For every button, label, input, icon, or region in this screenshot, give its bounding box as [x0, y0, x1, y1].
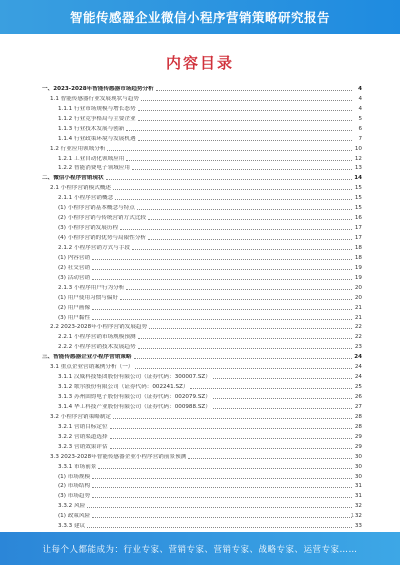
toc-entry-title: (3) 用户黏性	[58, 314, 91, 321]
toc-entry-title: 3.3.3 建议	[58, 523, 86, 530]
toc-entry[interactable]	[42, 301, 362, 311]
toc-entry-page: 16	[354, 215, 362, 222]
toc-leader-dots	[107, 150, 352, 151]
toc-leader-dots	[149, 328, 352, 329]
toc-leader-dots	[92, 279, 352, 280]
toc-entry-title: (2) 小程序营销与传统营销方式比较	[58, 215, 147, 222]
toc-entry[interactable]	[42, 420, 362, 430]
toc-leader-dots	[188, 458, 352, 459]
toc-entry-title: 3.2.1 营销目标定位	[58, 423, 108, 430]
toc-entry-title: 二、微信小程序营销现状	[42, 175, 104, 182]
toc-entry-title: 3.1.3 苏州固锝电子股份有限公司（证券代码：002079.SZ）	[58, 394, 211, 400]
toc-entry-page: 21	[354, 314, 362, 321]
toc-entry-page: 20	[354, 294, 362, 301]
toc-entry-title: 3.1.1 汉威科技集团股份有限公司（证券代码：300007.SZ）	[58, 374, 211, 381]
toc-entry-title: 2.1 小程序营销模式概述	[50, 185, 112, 192]
toc-leader-dots	[92, 259, 352, 260]
toc-entry-title: 3.3.2 风险	[58, 503, 86, 510]
toc-entry-page: 24	[354, 374, 362, 381]
toc-entry[interactable]	[42, 370, 362, 380]
toc-entry-page: 25	[354, 384, 362, 391]
toc-entry-title: (2) 用户画像	[58, 304, 91, 311]
toc-entry-title: (1) 用户使用习惯与偏好	[58, 294, 119, 301]
toc-entry-page: 33	[354, 523, 362, 530]
toc-leader-dots	[113, 189, 352, 190]
toc-leader-dots	[92, 497, 352, 498]
toc-entry[interactable]	[42, 251, 362, 261]
toc-entry[interactable]	[42, 171, 362, 181]
toc-entry-page: 18	[354, 244, 362, 251]
report-title: 智能传感器企业微信小程序营销策略研究报告	[69, 10, 330, 25]
toc-entry-page: 18	[354, 254, 362, 261]
toc-entry-page: 26	[354, 394, 362, 400]
toc-entry[interactable]	[42, 390, 362, 400]
toc-entry-page: 30	[354, 463, 362, 470]
toc-entry-page: 28	[354, 423, 362, 430]
toc-entry[interactable]	[42, 221, 362, 231]
toc-leader-dots	[120, 299, 352, 300]
toc-entry-page: 20	[354, 284, 362, 291]
toc-leader-dots	[213, 378, 352, 379]
toc-entry-title: (1) 小程序营销基本概念与特点	[58, 205, 135, 212]
toc-entry-title: 一、2023-2028年智能传感器市场趋势分析	[42, 85, 154, 92]
toc-entry-title: 2.2.1 小程序营销市场规模预测	[58, 334, 136, 341]
toc-entry-title: 2.1.1 小程序营销概念	[58, 195, 114, 202]
toc-leader-dots	[135, 368, 352, 369]
toc-entry-page: 6	[358, 125, 362, 132]
toc-entry-page: 30	[354, 453, 362, 460]
toc-entry-page: 14	[354, 175, 362, 182]
toc-entry-page: 22	[354, 334, 362, 341]
toc-leader-dots	[92, 269, 352, 270]
toc-leader-dots	[132, 169, 352, 170]
footer-slogan: 让每个人都能成为：行业专家、营销专家、营销专家、战略专家、运营专家……	[42, 544, 358, 555]
toc-leader-dots	[148, 219, 352, 220]
toc-entry[interactable]	[42, 201, 362, 211]
toc-entry[interactable]	[42, 281, 362, 291]
toc-leader-dots	[148, 239, 352, 240]
toc-entry-page: 15	[354, 205, 362, 212]
toc-leader-dots	[92, 478, 352, 479]
toc-entry[interactable]	[42, 291, 362, 301]
toc-entry-page: 4	[358, 95, 362, 102]
toc-entry[interactable]	[42, 480, 362, 490]
toc-entry[interactable]	[42, 400, 362, 410]
toc-entry[interactable]	[42, 82, 362, 92]
toc-entry-title: 1.1 智能传感器行业发展现状与趋势	[50, 95, 139, 102]
toc-entry-title: 三、智能传感器企业小程序营销策略	[42, 354, 132, 361]
toc-leader-dots	[120, 229, 352, 230]
toc-leader-dots	[138, 140, 352, 141]
toc-entry[interactable]	[42, 191, 362, 201]
toc-entry[interactable]	[42, 519, 362, 529]
toc-leader-dots	[92, 319, 352, 320]
toc-leader-dots	[156, 90, 352, 91]
toc-entry-page: 24	[354, 354, 362, 361]
toc-leader-dots	[113, 418, 352, 419]
toc-entry[interactable]	[42, 112, 362, 122]
toc-entry-title: (1) 内容营销	[58, 254, 91, 261]
toc-entry-title: (2) 社交营销	[58, 264, 91, 271]
toc-entry-title: 3.2 小程序营销策略制定	[50, 413, 112, 420]
toc-entry-title: 1.2 行业应用领域分析	[50, 145, 106, 152]
toc-leader-dots	[110, 438, 352, 439]
toc-entry-title: 3.1.2 歌尔股份有限公司（证券代码：002241.SZ）	[58, 384, 189, 391]
toc-entry[interactable]	[42, 450, 362, 460]
toc-entry-page: 30	[354, 473, 362, 480]
toc-heading: 内容目录	[165, 54, 234, 72]
toc-leader-dots	[132, 249, 352, 250]
toc-entry-title: 1.1.4 行业政策环境与发展机遇	[58, 135, 136, 142]
toc-entry-title: 1.1.1 行业市场规模与增长态势	[58, 105, 136, 112]
toc-leader-dots	[110, 448, 352, 449]
toc-entry[interactable]	[42, 142, 362, 152]
toc-leader-dots	[126, 289, 352, 290]
toc-entry[interactable]	[42, 162, 362, 172]
toc-entry-title: 2.1.3 小程序用户行为分析	[58, 284, 125, 291]
toc-entry-title: (3) 小程序营销发展历程	[58, 225, 119, 232]
toc-entry[interactable]	[42, 152, 362, 162]
toc-entry[interactable]	[42, 440, 362, 450]
report-header-banner	[0, 0, 400, 34]
toc-leader-dots	[92, 487, 352, 488]
table-of-contents	[42, 82, 362, 539]
toc-entry-page: 12	[354, 155, 362, 162]
toc-entry-page: 32	[354, 513, 362, 520]
toc-entry[interactable]	[42, 241, 362, 251]
toc-leader-dots	[87, 527, 352, 528]
toc-leader-dots	[134, 358, 352, 359]
toc-entry[interactable]	[42, 311, 362, 321]
toc-entry-title: 1.2.2 智能消费电子领域应用	[58, 165, 130, 172]
toc-entry-page: 15	[354, 185, 362, 192]
toc-entry[interactable]	[42, 410, 362, 420]
toc-entry[interactable]	[42, 489, 362, 499]
toc-entry-page: 13	[354, 165, 362, 172]
toc-entry-page: 5	[358, 115, 362, 122]
toc-leader-dots	[141, 100, 352, 101]
toc-leader-dots	[106, 179, 352, 180]
toc-entry-page: 19	[354, 264, 362, 271]
toc-entry-title: 1.2.1 工业自动化领域应用	[58, 155, 125, 162]
toc-entry-page: 22	[354, 324, 362, 331]
toc-leader-dots	[126, 160, 352, 161]
toc-leader-dots	[87, 507, 352, 508]
toc-entry-page: 10	[354, 145, 362, 152]
toc-entry-page: 21	[354, 304, 362, 311]
toc-entry[interactable]	[42, 271, 362, 281]
toc-entry-title: 1.1.2 行业竞争格局与主要企业	[58, 115, 136, 122]
toc-leader-dots	[110, 428, 352, 429]
toc-entry-title: 2.2 2023-2028年小程序营销发展趋势	[50, 324, 148, 331]
toc-leader-dots	[92, 309, 352, 310]
toc-entry-page: 24	[354, 364, 362, 371]
toc-entry[interactable]	[42, 350, 362, 360]
toc-entry-title: (1) 市场规模	[58, 473, 91, 480]
toc-entry-title: (3) 活动营销	[58, 274, 91, 281]
toc-entry[interactable]	[42, 430, 362, 440]
toc-entry-page: 4	[358, 105, 362, 112]
toc-entry-title: 3.1 重点企业营销案例分析（一）	[50, 364, 134, 371]
toc-entry[interactable]	[42, 330, 362, 340]
report-footer-banner	[0, 532, 400, 565]
toc-entry-title: (1) 政策风险	[58, 513, 91, 520]
toc-leader-dots	[213, 398, 352, 399]
toc-leader-dots	[98, 468, 352, 469]
toc-leader-dots	[138, 110, 352, 111]
toc-leader-dots	[138, 338, 352, 339]
toc-entry-page: 29	[354, 433, 362, 440]
toc-leader-dots	[126, 130, 352, 131]
toc-entry-title: 3.2.2 营销渠道选择	[58, 433, 108, 440]
toc-entry[interactable]	[42, 132, 362, 142]
toc-entry-title: 2.1.2 小程序营销方式与手段	[58, 244, 130, 251]
toc-entry-page: 27	[354, 403, 362, 410]
toc-entry-page: 28	[354, 413, 362, 420]
toc-entry[interactable]	[42, 102, 362, 112]
toc-entry-title: (3) 市场趋势	[58, 493, 91, 500]
toc-leader-dots	[213, 408, 352, 409]
toc-entry-page: 4	[358, 85, 362, 92]
toc-entry-title: 1.1.3 行业技术发展与创新	[58, 125, 125, 132]
toc-leader-dots	[115, 199, 352, 200]
toc-leader-dots	[137, 209, 352, 210]
toc-entry-title: 2.2.2 小程序营销技术发展趋势	[58, 344, 136, 351]
toc-entry[interactable]	[42, 181, 362, 191]
page-number: 1	[350, 513, 354, 519]
toc-entry[interactable]	[42, 211, 362, 221]
toc-entry[interactable]	[42, 460, 362, 470]
toc-entry-title: 3.3 2023-2028年智能传感器企业小程序营销前景预测	[50, 453, 187, 460]
toc-entry-page: 17	[354, 235, 362, 241]
toc-entry-page: 23	[354, 344, 362, 351]
toc-entry[interactable]	[42, 92, 362, 102]
toc-entry[interactable]	[42, 231, 362, 241]
toc-entry-title: 3.1.4 华工科技产业股份有限公司（证券代码：000988.SZ）	[58, 403, 211, 410]
toc-entry[interactable]	[42, 340, 362, 350]
toc-entry-page: 32	[354, 503, 362, 510]
toc-entry-title: 3.3.1 市场前景	[58, 463, 97, 470]
toc-entry[interactable]	[42, 360, 362, 370]
toc-entry[interactable]	[42, 261, 362, 271]
toc-entry-title: 3.2.3 营销效果评估	[58, 443, 108, 450]
toc-entry-title: (4) 小程序营销的优势与局限性分析	[58, 235, 147, 241]
toc-entry-page: 19	[354, 274, 362, 281]
toc-entry-page: 7	[358, 135, 362, 142]
toc-entry[interactable]	[42, 380, 362, 390]
toc-entry-page: 29	[354, 443, 362, 450]
toc-leader-dots	[138, 120, 352, 121]
toc-entry[interactable]	[42, 470, 362, 480]
toc-entry-page: 15	[354, 195, 362, 202]
toc-leader-dots	[138, 348, 352, 349]
toc-entry[interactable]	[42, 122, 362, 132]
toc-entry-title: (2) 市场结构	[58, 483, 91, 490]
toc-entry-page: 17	[354, 225, 362, 232]
toc-entry-page: 31	[354, 483, 362, 490]
toc-entry[interactable]	[42, 321, 362, 331]
toc-entry-page: 31	[354, 493, 362, 500]
toc-entry[interactable]	[42, 499, 362, 509]
toc-leader-dots	[190, 388, 352, 389]
